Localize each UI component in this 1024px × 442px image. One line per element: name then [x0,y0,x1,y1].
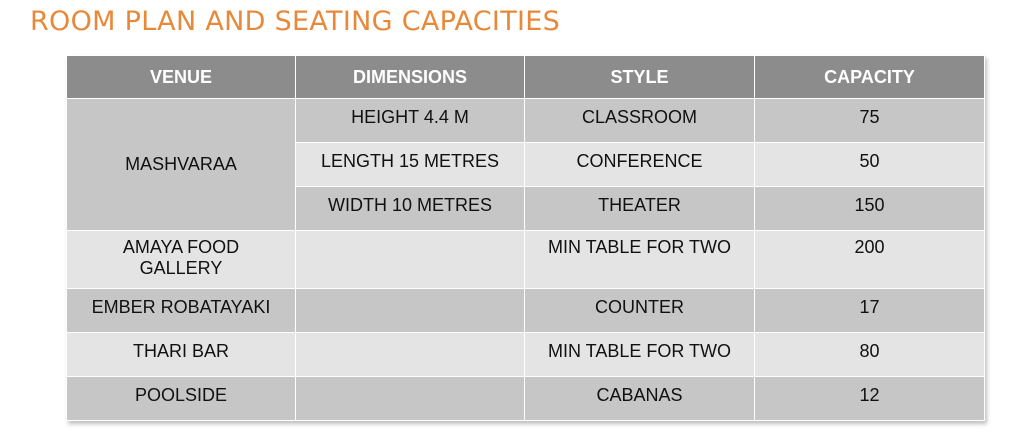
table-row [67,231,985,289]
table-row [67,333,985,377]
venue-line: GALLERY [139,258,223,278]
style-cell: CONFERENCE [525,143,755,187]
dimensions-cell: HEIGHT 4.4 M [296,99,525,143]
header-style: STYLE [525,56,755,99]
venue-cell [67,231,296,289]
header-capacity: CAPACITY [755,56,985,99]
capacity-cell: 75 [755,99,985,143]
venue-cell: POOLSIDE [67,377,296,421]
capacity-cell: 50 [755,143,985,187]
table-row [67,289,985,333]
venue-cell: MASHVARAA [67,99,296,231]
dimensions-cell: LENGTH 15 METRES [296,143,525,187]
dimensions-cell [296,231,525,289]
style-cell: MIN TABLE FOR TWO [525,333,755,377]
capacity-cell: 200 [755,231,985,289]
capacity-cell: 150 [755,187,985,231]
header-venue: VENUE [67,56,296,99]
style-cell: CABANAS [525,377,755,421]
style-cell: COUNTER [525,289,755,333]
style-cell: THEATER [525,187,755,231]
style-cell: CLASSROOM [525,99,755,143]
table-row [67,99,985,143]
dimensions-cell [296,377,525,421]
dimensions-cell [296,289,525,333]
venue-cell: EMBER ROBATAYAKI [67,289,296,333]
header-dimensions: DIMENSIONS [296,56,525,99]
page-title: ROOM PLAN AND SEATING CAPACITIES [30,6,561,37]
capacity-cell: 12 [755,377,985,421]
dimensions-cell [296,333,525,377]
venue-line: AMAYA FOOD [122,237,240,257]
table-row [67,377,985,421]
venue-cell: THARI BAR [67,333,296,377]
capacity-cell: 17 [755,289,985,333]
capacity-table [66,55,985,421]
capacity-cell: 80 [755,333,985,377]
dimensions-cell: WIDTH 10 METRES [296,187,525,231]
style-cell: MIN TABLE FOR TWO [525,231,755,289]
table-header-row [67,56,985,99]
